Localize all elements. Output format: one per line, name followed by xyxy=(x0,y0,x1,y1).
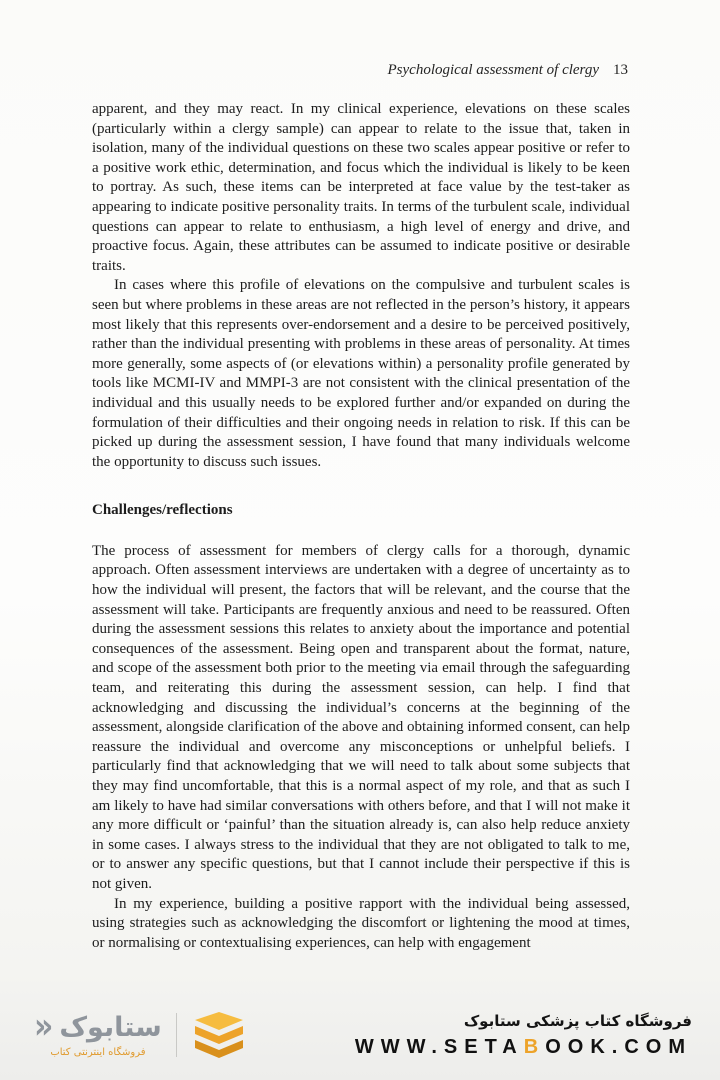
double-chevron-icon: « xyxy=(34,1005,54,1048)
paragraph: The process of assessment for members of clergy calls for a thorough, dynamic approach. Often assessment interviews are undertaken with a degree of uncertainty as to how the individual will present, the factors that will be relevant, and the course that the assessment will take. Participants are frequently anxious and need to be reassured. Often during the assessment sessions this relates to anxiety about the importance and potential consequences of the assessment. Being open and transparent about the format, nature, and scope of the assessment both prior to the meeting via email through the safeguarding team, and reiterating this during the assessment session, can help. I find that acknowledging and discussing the individual’s concerns at the beginning of the assessment, alongside clarification of the above and obtaining informed consent, can help reassure the individual and overcome any misconceptions or unhelpful beliefs. I particularly find that acknowledging that we will need to talk about some subjects that they may find uncomfortable, that this is a normal aspect of my role, and that as such I am likely to have had similar conversations with others before, and that I will not make it any more difficult or ‘painful’ than the situation already is, can also help reduce anxiety in some cases. I always stress to the individual that they are not obligated to talk to me, or to answer any specific questions, but that I cannot include their perspective if this is not given. xyxy=(92,542,630,892)
store-name: فروشگاه کتاب پزشکی ستابوک xyxy=(463,1011,692,1030)
page-body xyxy=(92,100,630,953)
section-heading: Challenges/reflections xyxy=(92,502,233,519)
paragraph: In cases where this profile of elevations on the compulsive and turbulent scales is seen but where problems in these areas are not reflected in the person’s history, it appears most likely that this represents over-endorsement and a desire to be perceived positively, rather than the individual presenting with problems in these areas of personality. At times more generally, some aspects of (or elevations within) a personality profile generated by tools like MCMI-IV and MMPI-3 are not consistent with the clinical presentation of the individual and this usually needs to be explored further and/or expanded on during the formulation of their difficulties and their ongoing needs in relation to risk. If this can be picked up during the assessment session, I have found that many individuals welcome the opportunity to discuss such issues. xyxy=(92,277,630,470)
setabook-wordmark-main xyxy=(34,1005,162,1048)
setabook-logo-subtext: فروشگاه اینترنتی کتاب xyxy=(50,1047,146,1058)
footer-divider xyxy=(176,1013,177,1057)
publisher-footer xyxy=(0,998,720,1080)
running-header-title: Psychological assessment of clergy xyxy=(387,62,599,78)
setabook-logo-text: ستابوک xyxy=(59,1011,162,1043)
footer-contact xyxy=(355,1012,692,1059)
paragraph: apparent, and they may react. In my clinical experience, elevations on these scales (particularly within a clergy sample) can appear to relate to the issue that, taken in isolation, many of the individual questions on these two scales appear positive or refer to a positive work ethic, determination, and focus which the individual is likely to be keen to portray. As such, these items can be interpreted at face value by the test-taker as appearing to indicate positive personality traits. In terms of the turbulent scale, individual questions can appear to relate to enthusiasm, a high level of energy and drive, and proactive focus. Again, these attributes can be assumed to indicate positive or desirable traits. xyxy=(92,101,630,274)
page-number: 13 xyxy=(613,62,628,78)
setabook-wordmark xyxy=(34,1005,162,1058)
paragraph: In my experience, building a positive rapport with the individual being assessed, using strategies such as acknowledging the discomfort or lightening the mood at times, or normalising or contextualising experiences, can help with engagement xyxy=(92,895,630,951)
website-url xyxy=(355,1036,692,1059)
website-url-part: WWW.SETA xyxy=(354,1035,524,1058)
website-url-part: OOK.COM xyxy=(545,1035,692,1058)
stacked-chevron-logo-icon xyxy=(191,1010,247,1060)
setabook-brand xyxy=(34,1005,247,1060)
running-header xyxy=(388,62,628,79)
website-url-accent: B xyxy=(523,1035,546,1058)
